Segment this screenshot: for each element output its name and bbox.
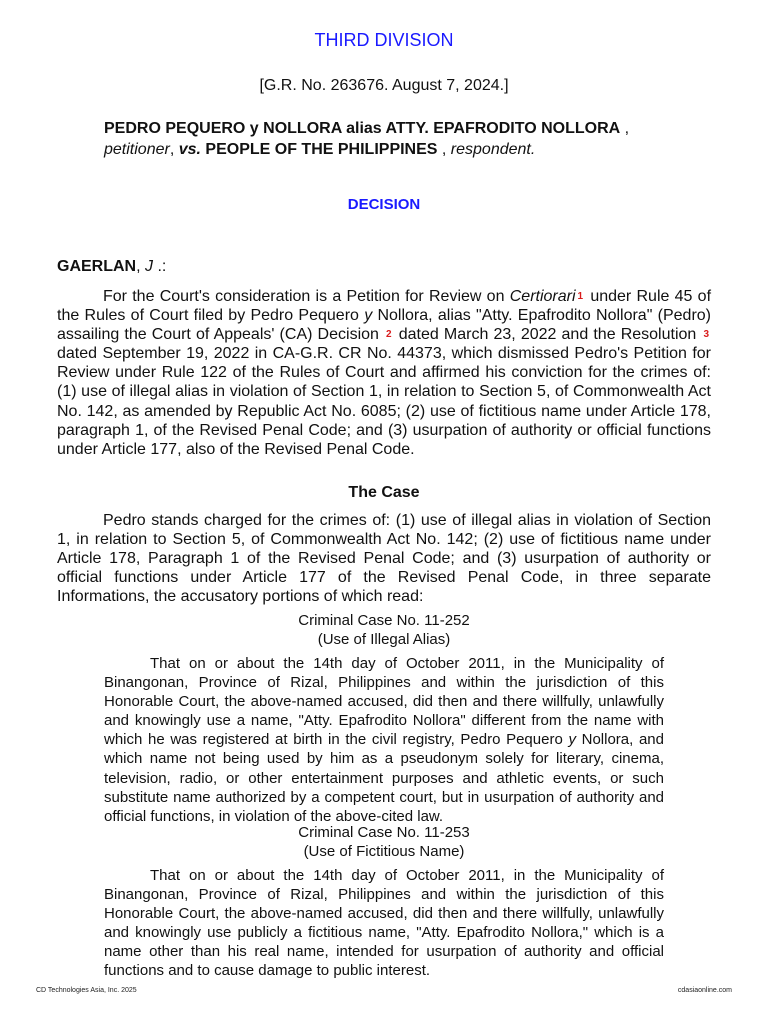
criminal-case-1-title (0, 611, 768, 649)
case-parties (104, 118, 704, 160)
footnote-link-1[interactable]: 1 (577, 291, 584, 302)
text-run: dated March 23, 2022 and the Resolution (393, 326, 702, 344)
gr-number: [G.R. No. 263676. August 7, 2024.] (259, 77, 509, 94)
case-subtitle: (Use of Illegal Alias) (317, 631, 451, 648)
text-run: For the Court's consideration is a Petition for Review on (103, 288, 510, 305)
separator: , (620, 120, 630, 137)
ponente-title: J (145, 258, 153, 275)
footer-copyright: CD Technologies Asia, Inc. 2025 (36, 987, 137, 994)
text-italic: Certiorari (509, 288, 576, 305)
paragraph-intro (57, 287, 711, 459)
criminal-case-2-text (104, 866, 664, 981)
case-number: Criminal Case No. 11-253 (298, 824, 470, 841)
footnote-link-2[interactable]: 2 (386, 329, 392, 341)
separator: , (169, 141, 179, 158)
ponente-name: GAERLAN (57, 258, 137, 275)
criminal-case-1-text (104, 654, 664, 826)
footnote-link-3[interactable]: 3 (703, 329, 709, 341)
text-run: Pedro stands charged for the crimes of: (1) use of illegal alias in violation of Section 1, in relation to Section 5, of Commonwealth Act No. 142; (2) use of fictitious name under Article 178, Paragraph 1 of the Revised Penal Code; and (3) usurpation of authority or official functions under Article 177 of the Revised Penal Code, in three separate Informations, the accusatory portions of which read: (57, 512, 711, 606)
versus: vs. (178, 141, 201, 158)
separator: , (136, 258, 145, 275)
text-italic: y (364, 307, 373, 325)
section-heading: The Case (348, 484, 420, 501)
text-run: Nollora, and which name not being used by him as a pseudonym solely for literary, cinema, television, radio, or other entertainment purposes and athletic events, or such substitute name authorized by a competent court, but in usurpation of authority and official functions, in violation of the above-cited law. (104, 731, 664, 825)
text-run: That on or about the 14th day of October 2011, in the Municipality of Binangonan, Province of Rizal, Philippines and within the jurisdiction of this Honorable Court, the above-named accused, did then and there willfully, unlawfully and knowingly use a name, "Atty. Epafrodito Nollora" different from the name with which he was registered at birth in the civil registry, Pedro Pequero (104, 655, 664, 749)
text-run: That on or about the 14th day of October 2011, in the Municipality of Binangonan, Province of Rizal, Philippines and within the jurisdiction of this Honorable Court, the above-named accused, did then and there willfully, unlawfully and knowingly use publicly a fictitious name, "Atty. Epafrodito Nollora," which is a name other than his real name, intended for usurpation of authority and official functions and to cause damage to public interest. (104, 867, 664, 980)
separator: , (437, 141, 451, 158)
respondent-role: respondent. (450, 141, 536, 158)
separator: .: (153, 258, 167, 275)
case-number: Criminal Case No. 11-252 (298, 612, 470, 629)
petitioner-role: petitioner (104, 141, 170, 158)
respondent-name: PEOPLE OF THE PHILIPPINES (200, 141, 438, 158)
petitioner-name: PEDRO PEQUERO y NOLLORA alias ATTY. EPAFRODITO NOLLORA (104, 120, 621, 137)
decision-heading: DECISION (347, 196, 421, 213)
paragraph-charges (57, 511, 711, 606)
text-run: Nollora, alias "Atty. Epafrodito Nollora" (Pedro) assailing the Court of Appeals' (CA) Decision (57, 307, 711, 344)
division-heading: THIRD DIVISION (314, 30, 454, 50)
text-italic: y (568, 731, 576, 749)
criminal-case-2-title (0, 823, 768, 861)
text-run: dated September 19, 2022 in CA-G.R. CR No. 44373, which dismissed Pedro's Petition for Review under Rule 122 of the Rules of Court and affirmed his conviction for the crimes of: (1) use of illegal alias in violation of Section 1, in relation to Section 5, of Commonwealth Act No. 142, as amended by Republic Act No. 6085; (2) use of fictitious name under Article 178, paragraph 1, of the Revised Penal Code; and (3) usurpation of authority or official functions under Article 177, also of the Revised Penal Code. (57, 345, 711, 458)
case-subtitle: (Use of Fictitious Name) (303, 843, 465, 860)
ponente (57, 258, 166, 276)
footer-site: cdasiaonline.com (677, 987, 732, 994)
text-run: under Rule 45 of the Rules of Court filed by Pedro Pequero (57, 288, 712, 325)
